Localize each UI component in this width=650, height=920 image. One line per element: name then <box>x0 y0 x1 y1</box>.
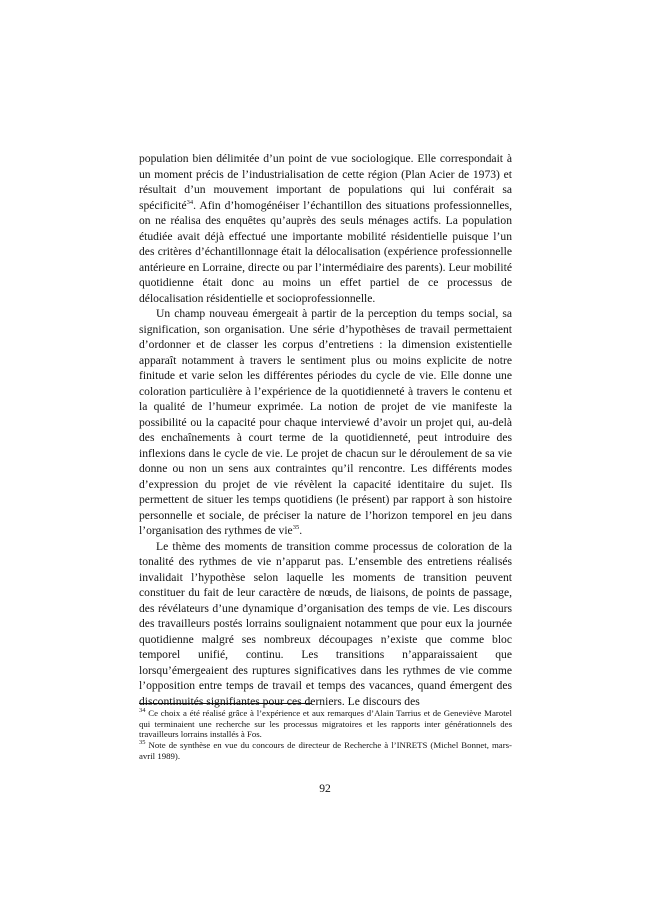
paragraph-3: Le thème des moments de transition comme processus de coloration de la tonalité des rythmes de vie n’apparut pas. L’ensemble des entretiens réalisés invalidait l’hypothèse selon laquelle les moments de transition peuvent constituer du fait de leur caractère de nœuds, de liaisons, de points de passage, des révélateurs d’une dynamique d’organisation des temps de vie. Les discours des travailleurs postés lorrains soulignaient notamment que pour eux la journée quotidienne malgré ses nombreux découpages n’existe que comme bloc temporel unifié, continu. Les transitions n’apparaissaient que lorsqu’émergeaient des ruptures significatives dans les rythmes de vie comme l’opposition entre temps de travail et temps des vacances, quand émergent des discontinuités signifiantes pour ces derniers. Le discours des <box>139 539 512 708</box>
paragraph-1 <box>139 151 512 306</box>
body-text <box>139 151 512 709</box>
paragraph-1-text-a: population bien délimitée d’un point de vue sociologique. Elle correspondait à un moment précis de l’industrialisation de cette région (Plan Acier de 1973) et résultait d’un mouvement important de populations qui lui conférait sa spécificité <box>139 152 512 212</box>
footnote-number-35: 35 <box>139 739 146 747</box>
footnote-text-34: Ce choix a été réalisé grâce à l’expérience et aux remarques d’Alain Tarrius et de Geneviève Marotel qui terminaient une recherche sur les processus migratoires et les rapports inter générationnels des travailleurs lorrains installés à Fos. <box>139 708 512 740</box>
footnote-separator <box>139 703 312 704</box>
paragraph-2 <box>139 306 512 539</box>
footnote-number-34: 34 <box>139 707 146 715</box>
footnote-ref-35: 35 <box>292 524 300 532</box>
paragraph-2-text-b: . <box>299 524 303 537</box>
footnote-text-35: Note de synthèse en vue du concours de directeur de Recherche à l’INRETS (Michel Bonnet, mars-avril 1989). <box>139 740 512 761</box>
footnote-35 <box>139 740 512 761</box>
footnotes <box>139 708 512 762</box>
paragraph-1-text-b: . Afin d’homogénéiser l’échantillon des situations professionnelles, on ne réalisa des enquêtes qu’auprès des seuls ménages actifs. La population étudiée avait déjà effectué une importante mobilité résidentielle puisque l’un des critères d’échantillonnage était la délocalisation (expérience professionnelle antérieure en Lorraine, directe ou par l’intermédiaire des parents). Leur mobilité quotidienne était donc au moins un effet partiel de ce processus de délocalisation résidentielle et socioprofessionnelle. <box>139 198 512 305</box>
footnote-34 <box>139 708 512 740</box>
paragraph-2-text-a: Un champ nouveau émergeait à partir de la perception du temps social, sa signification, son organisation. Une série d’hypothèses de travail permettaient d’ordonner et de classer les corpus d’entretiens : la dimension existentielle apparaît notamment à travers le sentiment plus ou moins explicite de notre finitude et varie selon les différentes périodes du cycle de vie. Elle donne une coloration particulière à l’expérience de la quotidienneté à travers le contenu et la qualité de l’humeur exprimée. La notion de projet de vie manifeste la possibilité ou la capacité pour chaque interviewé d’avoir un projet qui, au-delà des enchaînements à court terme de la quotidienneté, peut introduire des inflexions dans le cycle de vie. Le projet de chacun sur le déroulement de sa vie donne ou non un sens aux contraintes qu’il rencontre. Les différents modes d’expression du projet de vie révèlent la capacité identitaire du sujet. Ils permettent de situer les temps quotidiens (le présent) par rapport à son histoire personnelle et sociale, de préciser la nature de l’horizon temporel en jeu dans l’organisation des rythmes de vie <box>139 307 512 537</box>
footnote-ref-34: 34 <box>186 198 194 206</box>
page-number: 92 <box>319 782 331 795</box>
